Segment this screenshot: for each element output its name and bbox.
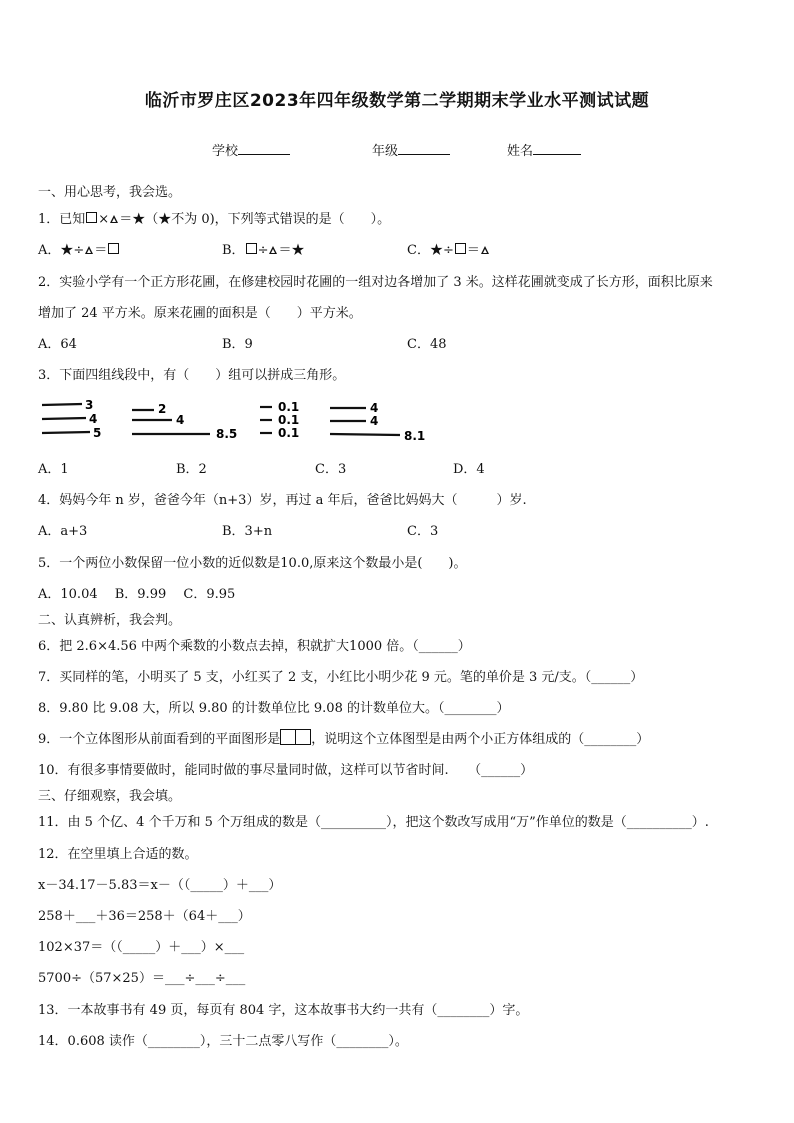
q1-option-c[interactable] <box>407 239 490 258</box>
segment-label: 3 <box>85 398 94 412</box>
exam-title: 临沂市罗庄区2023年四年级数学第二学期期末学业水平测试试题 <box>144 91 650 111</box>
question-13: 13．一本故事书有 49 页，每页有 804 字，这本故事书大约一共有（________）字。 <box>38 1003 529 1018</box>
name-blank[interactable] <box>533 141 581 155</box>
q1-option-b-text: B． <box>222 243 245 258</box>
q1-option-c-eq: ＝ <box>466 243 480 258</box>
q1-option-b-div: ÷ <box>257 243 269 258</box>
triangle-icon <box>481 246 489 254</box>
triangle-icon <box>85 246 93 254</box>
q3-option-a[interactable]: A．1 <box>38 462 69 477</box>
question-7: 7．买同样的笔，小明买了 5 支，小红买了 2 支，小红比小明少花 9 元。笔的单价是 3 元/支。（______） <box>38 670 644 685</box>
q2-option-a[interactable]: A．64 <box>38 337 77 352</box>
name-field[interactable] <box>507 140 581 159</box>
triangle-icon <box>110 215 118 223</box>
segment-label: 4 <box>89 412 98 426</box>
question-1 <box>38 208 390 227</box>
square-icon <box>246 243 257 254</box>
q1-option-b[interactable] <box>222 239 304 258</box>
question-6: 6．把 2.6×4.56 中两个乘数的小数点去掉，积就扩大1000 倍。（______） <box>38 639 471 654</box>
q4-option-c[interactable]: C．3 <box>407 524 439 539</box>
q5-options[interactable]: A．10.04 B．9.99 C．9.95 <box>38 587 236 602</box>
segment-label: 2 <box>158 402 167 416</box>
equation-1: x－34.17－5.83＝x－（（_____）＋___） <box>38 878 282 893</box>
segment-group-1 <box>42 398 101 440</box>
segment-label: 8.5 <box>216 427 238 441</box>
square-icon <box>280 729 296 745</box>
square-icon <box>108 243 119 254</box>
segment-groups-svg <box>38 393 438 443</box>
segment-label: 4 <box>370 414 379 428</box>
q1-text-a: 1．已知 <box>38 212 86 227</box>
segment-figure <box>38 393 438 443</box>
segment-line <box>330 434 400 435</box>
question-5: 5．一个两位小数保留一位小数的近似数是10.0,原来这个数最小是( )。 <box>38 556 467 571</box>
q3-option-d[interactable]: D．4 <box>453 462 485 477</box>
q1-option-a-eq: ＝ <box>94 243 108 258</box>
question-9 <box>38 728 649 747</box>
segment-group-3 <box>260 400 299 440</box>
school-label: 学校 <box>212 144 239 159</box>
grade-label: 年级 <box>372 144 399 159</box>
segment-label: 4 <box>370 401 379 415</box>
segment-label: 4 <box>176 413 185 427</box>
question-4: 4．妈妈今年 n 岁，爸爸今年（n+3）岁，再过 a 年后，爸爸比妈妈大（ ）岁. <box>38 493 527 508</box>
q4-option-a[interactable]: A．a+3 <box>38 524 88 539</box>
equation-4: 5700÷（57×25）＝___÷___÷___ <box>38 971 246 986</box>
q1-text-c: ＝★（★不为 0)，下列等式错误的是（ ）。 <box>119 212 391 227</box>
q1-option-b-eq: ＝★ <box>278 243 305 258</box>
section-1-heading: 一、用心思考，我会选。 <box>38 185 182 200</box>
section-2-heading: 二、认真辨析，我会判。 <box>38 613 182 628</box>
question-3: 3．下面四组线段中，有（ ）组可以拼成三角形。 <box>38 368 346 383</box>
question-11: 11．由 5 个亿、4 个千万和 5 个万组成的数是（__________），把这个数改写成用“万”作单位的数是（__________）. <box>38 815 709 830</box>
school-field[interactable] <box>212 140 290 159</box>
square-icon <box>296 729 311 745</box>
segment-group-2 <box>132 402 237 441</box>
q9-text-a: 9．一个立体图形从前面看到的平面图形是 <box>38 732 281 747</box>
q1-option-a-text: A．★÷ <box>38 243 85 258</box>
grade-field[interactable] <box>372 140 450 159</box>
question-2-line-1: 2．实验小学有一个正方形花圃，在修建校园时花圃的一组对边各增加了 3 米。这样花圃就变成了长方形，面积比原来 <box>38 275 713 290</box>
q1-option-c-text: C．★÷ <box>407 243 454 258</box>
school-blank[interactable] <box>238 141 290 155</box>
grade-blank[interactable] <box>398 141 450 155</box>
q2-option-c[interactable]: C．48 <box>407 337 447 352</box>
segment-label: 0.1 <box>278 413 300 427</box>
q9-text-b: ，说明这个立体图型是由两个小正方体组成的（________） <box>311 732 650 747</box>
question-8: 8．9.80 比 9.08 大，所以 9.80 的计数单位比 9.08 的计数单位大。（________） <box>38 701 510 716</box>
q1-option-a[interactable] <box>38 239 120 258</box>
name-label: 姓名 <box>507 144 534 159</box>
q3-option-b[interactable]: B．2 <box>176 462 207 477</box>
q1-times: × <box>98 212 110 227</box>
segment-group-4 <box>330 401 425 443</box>
section-3-heading: 三、仔细观察，我会填。 <box>38 789 182 804</box>
segment-label: 0.1 <box>278 426 300 440</box>
q4-option-b[interactable]: B．3+n <box>222 524 273 539</box>
segment-line <box>42 404 82 405</box>
question-2-line-2: 增加了 24 平方米。原来花圃的面积是（ ）平方米。 <box>38 306 362 321</box>
question-10: 10．有很多事情要做时，能同时做的事尽量同时做，这样可以节省时间. （______） <box>38 763 534 778</box>
question-14: 14．0.608 读作（________），三十二点零八写作（________）。 <box>38 1034 408 1049</box>
segment-label: 5 <box>93 426 102 440</box>
equation-3: 102×37＝（（_____）＋___）×___ <box>38 940 245 955</box>
equation-2: 258＋___＋36＝258＋（64＋___） <box>38 909 251 924</box>
q3-option-c[interactable]: C．3 <box>315 462 347 477</box>
segment-label: 0.1 <box>278 400 300 414</box>
square-icon <box>455 243 466 254</box>
segment-line <box>42 432 90 433</box>
question-12: 12．在空里填上合适的数。 <box>38 847 198 862</box>
q2-option-b[interactable]: B．9 <box>222 337 253 352</box>
square-icon <box>86 212 97 223</box>
segment-line <box>42 418 86 419</box>
segment-label: 8.1 <box>404 429 426 443</box>
triangle-icon <box>269 246 277 254</box>
